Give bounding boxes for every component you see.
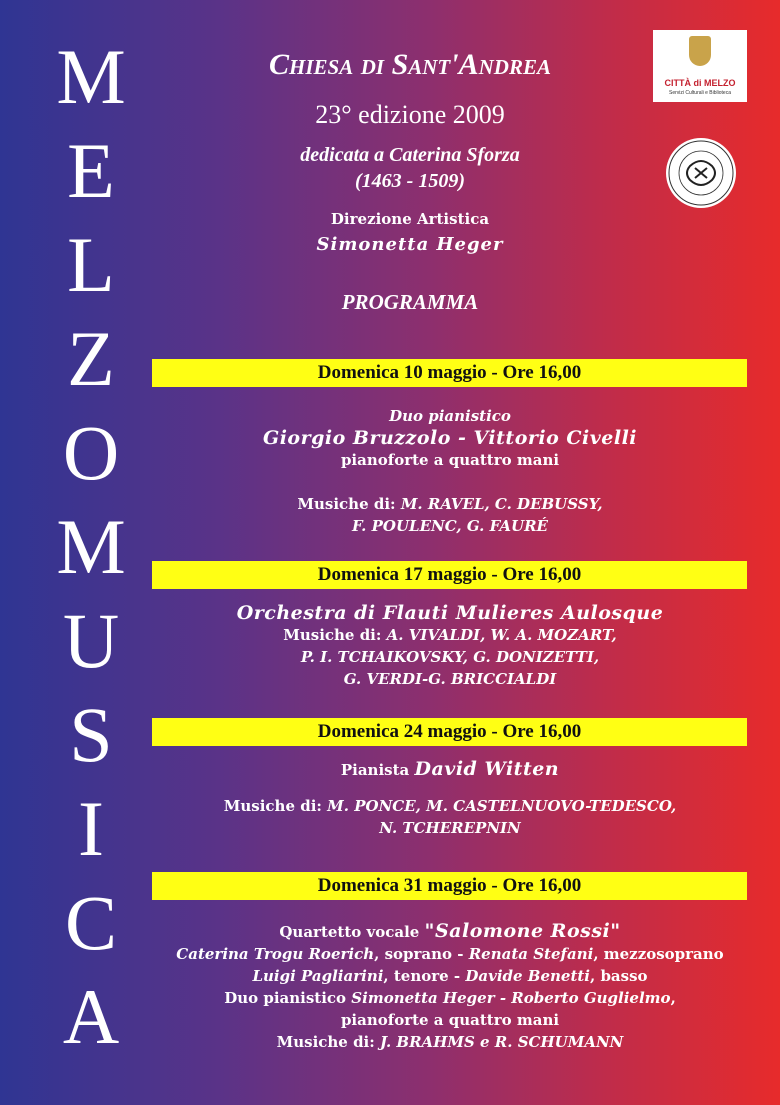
performer-line: Caterina Trogu Roerich, soprano - Renata Stefani, mezzosoprano bbox=[176, 945, 724, 963]
music-line: Musiche di: M. RAVEL, C. DEBUSSY, bbox=[297, 495, 603, 513]
seal-icon bbox=[666, 138, 736, 208]
concert-details bbox=[150, 405, 750, 537]
vertical-letter: M bbox=[56, 33, 126, 120]
vertical-letter: O bbox=[62, 409, 120, 496]
instrumentation: pianoforte a quattro mani bbox=[340, 451, 560, 469]
group-line: Quartetto vocale "Salomone Rossi" bbox=[279, 920, 621, 942]
music-line: Musiche di: J. BRAHMS e R. SCHUMANN bbox=[276, 1033, 624, 1051]
music-line: P. I. TCHAIKOVSKY, G. DONIZETTI, bbox=[300, 648, 600, 666]
music-line: N. TCHEREPNIN bbox=[379, 819, 521, 837]
concert-date-bar: Domenica 17 maggio - Ore 16,00 bbox=[152, 561, 747, 589]
vertical-letter: M bbox=[56, 503, 126, 590]
vertical-letter: I bbox=[78, 785, 104, 872]
vertical-letter: S bbox=[69, 691, 113, 778]
performers: Giorgio Bruzzolo - Vittorio Civelli bbox=[262, 427, 638, 449]
ensemble-label: Duo pianistico bbox=[389, 407, 511, 425]
music-line: G. VERDI-G. BRICCIALDI bbox=[343, 670, 557, 688]
concert-date-bar: Domenica 31 maggio - Ore 16,00 bbox=[152, 872, 747, 900]
performer-line: Luigi Pagliarini, tenore - Davide Benetti, basso bbox=[252, 967, 648, 985]
page-title: Chiesa di Sant'Andrea bbox=[269, 48, 551, 81]
crest-icon bbox=[689, 36, 711, 66]
vertical-letter: E bbox=[67, 127, 115, 214]
concert-details bbox=[150, 920, 750, 1053]
concert-date-bar: Domenica 10 maggio - Ore 16,00 bbox=[152, 359, 747, 387]
edition-line: 23° edizione 2009 bbox=[315, 100, 505, 129]
concert-details bbox=[150, 602, 750, 690]
dedication-years: (1463 - 1509) bbox=[355, 170, 465, 192]
music-line: Musiche di: A. VIVALDI, W. A. MOZART, bbox=[283, 626, 617, 644]
vertical-letter: L bbox=[67, 221, 115, 308]
amici-sant-andrea-seal bbox=[666, 138, 736, 208]
concert-date-bar: Domenica 24 maggio - Ore 16,00 bbox=[152, 718, 747, 746]
vertical-letter: C bbox=[64, 879, 118, 966]
vertical-letter: A bbox=[62, 973, 120, 1060]
vertical-letter: U bbox=[62, 597, 120, 684]
duo-line: Duo pianistico Simonetta Heger - Roberto Guglielmo, bbox=[224, 989, 676, 1007]
instrumentation: pianoforte a quattro mani bbox=[340, 1011, 560, 1029]
direction-label: Direzione Artistica bbox=[330, 210, 490, 228]
dedication bbox=[150, 142, 670, 194]
logo-name: CITTÀ di MELZO bbox=[664, 78, 736, 88]
vertical-letter: Z bbox=[67, 315, 115, 402]
citta-di-melzo-logo bbox=[653, 30, 747, 102]
direction-name: Simonetta Heger bbox=[316, 234, 504, 255]
program-heading: PROGRAMMA bbox=[341, 290, 479, 314]
performers: Pianista David Witten bbox=[340, 758, 560, 780]
logo-subtitle: Servizi Culturali e Biblioteca bbox=[669, 90, 731, 96]
dedication-line: dedicata a Caterina Sforza bbox=[300, 144, 520, 166]
music-line: Musiche di: M. PONCE, M. CASTELNUOVO-TEDESCO, bbox=[223, 797, 677, 815]
vertical-title bbox=[56, 30, 126, 1064]
music-line: F. POULENC, G. FAURÉ bbox=[352, 517, 548, 535]
performers: Orchestra di Flauti Mulieres Aulosque bbox=[236, 602, 664, 624]
concert-details bbox=[150, 758, 750, 839]
